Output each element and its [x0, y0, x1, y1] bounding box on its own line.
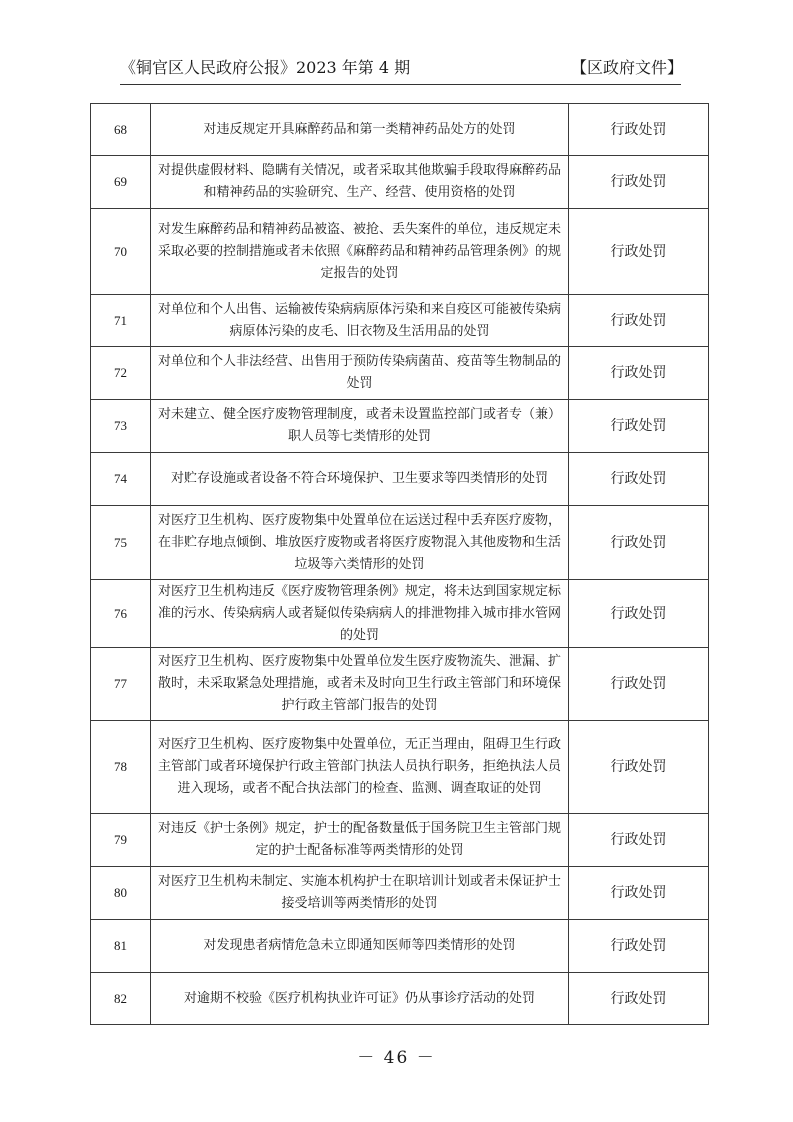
table-row — [91, 506, 709, 580]
row-type: 行政处罚 — [569, 453, 709, 506]
row-item: 对贮存设施或者设备不符合环境保护、卫生要求等四类情形的处罚 — [151, 453, 569, 506]
table-row — [91, 400, 709, 453]
row-number: 82 — [91, 973, 151, 1025]
row-item: 对医疗卫生机构未制定、实施本机构护士在职培训计划或者未保证护士接受培训等两类情形的处罚 — [151, 867, 569, 920]
table-row — [91, 648, 709, 721]
row-item: 对单位和个人非法经营、出售用于预防传染病菌苗、疫苗等生物制品的处罚 — [151, 347, 569, 400]
row-item: 对医疗卫生机构、医疗废物集中处置单位发生医疗废物流失、泄漏、扩散时，未采取紧急处理措施，或者未及时向卫生行政主管部门和环境保护行政主管部门报告的处罚 — [151, 648, 569, 721]
table-row — [91, 347, 709, 400]
row-type: 行政处罚 — [569, 867, 709, 920]
section-label: 【区政府文件】 — [570, 57, 683, 77]
row-number: 70 — [91, 209, 151, 295]
page-number: － 46 － — [357, 1048, 436, 1068]
row-item: 对违反规定开具麻醉药品和第一类精神药品处方的处罚 — [151, 104, 569, 156]
row-item: 对未建立、健全医疗废物管理制度，或者未设置监控部门或者专（兼）职人员等七类情形的处罚 — [151, 400, 569, 453]
row-number: 73 — [91, 400, 151, 453]
row-number: 80 — [91, 867, 151, 920]
table-row — [91, 104, 709, 156]
header-divider — [120, 84, 681, 85]
row-number: 74 — [91, 453, 151, 506]
table-row — [91, 580, 709, 648]
row-type: 行政处罚 — [569, 973, 709, 1025]
row-type: 行政处罚 — [569, 580, 709, 648]
row-number: 75 — [91, 506, 151, 580]
row-item: 对发现患者病情危急未立即通知医师等四类情形的处罚 — [151, 920, 569, 973]
row-number: 81 — [91, 920, 151, 973]
row-item: 对提供虚假材料、隐瞒有关情况，或者采取其他欺骗手段取得麻醉药品和精神药品的实验研究、生产、经营、使用资格的处罚 — [151, 156, 569, 209]
table-row — [91, 209, 709, 295]
table-row — [91, 453, 709, 506]
row-item: 对医疗卫生机构违反《医疗废物管理条例》规定，将未达到国家规定标准的污水、传染病病人或者疑似传染病病人的排泄物排入城市排水管网的处罚 — [151, 580, 569, 648]
table-row — [91, 295, 709, 347]
row-type: 行政处罚 — [569, 506, 709, 580]
row-type: 行政处罚 — [569, 648, 709, 721]
penalty-table — [90, 103, 709, 1025]
table-row — [91, 814, 709, 867]
row-number: 68 — [91, 104, 151, 156]
row-number: 69 — [91, 156, 151, 209]
table-row — [91, 721, 709, 814]
table-row — [91, 867, 709, 920]
table-row — [91, 920, 709, 973]
row-number: 77 — [91, 648, 151, 721]
page-header — [120, 52, 683, 80]
row-type: 行政处罚 — [569, 400, 709, 453]
row-number: 76 — [91, 580, 151, 648]
row-type: 行政处罚 — [569, 814, 709, 867]
row-type: 行政处罚 — [569, 920, 709, 973]
row-type: 行政处罚 — [569, 721, 709, 814]
publication-title: 《铜官区人民政府公报》2023 年第 4 期 — [120, 57, 411, 77]
table-row — [91, 156, 709, 209]
row-number: 78 — [91, 721, 151, 814]
row-item: 对医疗卫生机构、医疗废物集中处置单位在运送过程中丢弃医疗废物，在非贮存地点倾倒、堆放医疗废物或者将医疗废物混入其他废物和生活垃圾等六类情形的处罚 — [151, 506, 569, 580]
table-row — [91, 973, 709, 1025]
row-item: 对单位和个人出售、运输被传染病病原体污染和来自疫区可能被传染病病原体污染的皮毛、旧衣物及生活用品的处罚 — [151, 295, 569, 347]
row-type: 行政处罚 — [569, 104, 709, 156]
row-type: 行政处罚 — [569, 295, 709, 347]
table-body — [91, 104, 709, 1025]
row-type: 行政处罚 — [569, 156, 709, 209]
row-number: 71 — [91, 295, 151, 347]
row-item: 对发生麻醉药品和精神药品被盗、被抢、丢失案件的单位，违反规定未采取必要的控制措施或者未依照《麻醉药品和精神药品管理条例》的规定报告的处罚 — [151, 209, 569, 295]
row-item: 对违反《护士条例》规定，护士的配备数量低于国务院卫生主管部门规定的护士配备标准等两类情形的处罚 — [151, 814, 569, 867]
row-type: 行政处罚 — [569, 347, 709, 400]
row-item: 对医疗卫生机构、医疗废物集中处置单位，无正当理由，阻碍卫生行政主管部门或者环境保护行政主管部门执法人员执行职务，拒绝执法人员进入现场，或者不配合执法部门的检查、监测、调查取证的处罚 — [151, 721, 569, 814]
row-type: 行政处罚 — [569, 209, 709, 295]
row-item: 对逾期不校验《医疗机构执业许可证》仍从事诊疗活动的处罚 — [151, 973, 569, 1025]
row-number: 79 — [91, 814, 151, 867]
row-number: 72 — [91, 347, 151, 400]
